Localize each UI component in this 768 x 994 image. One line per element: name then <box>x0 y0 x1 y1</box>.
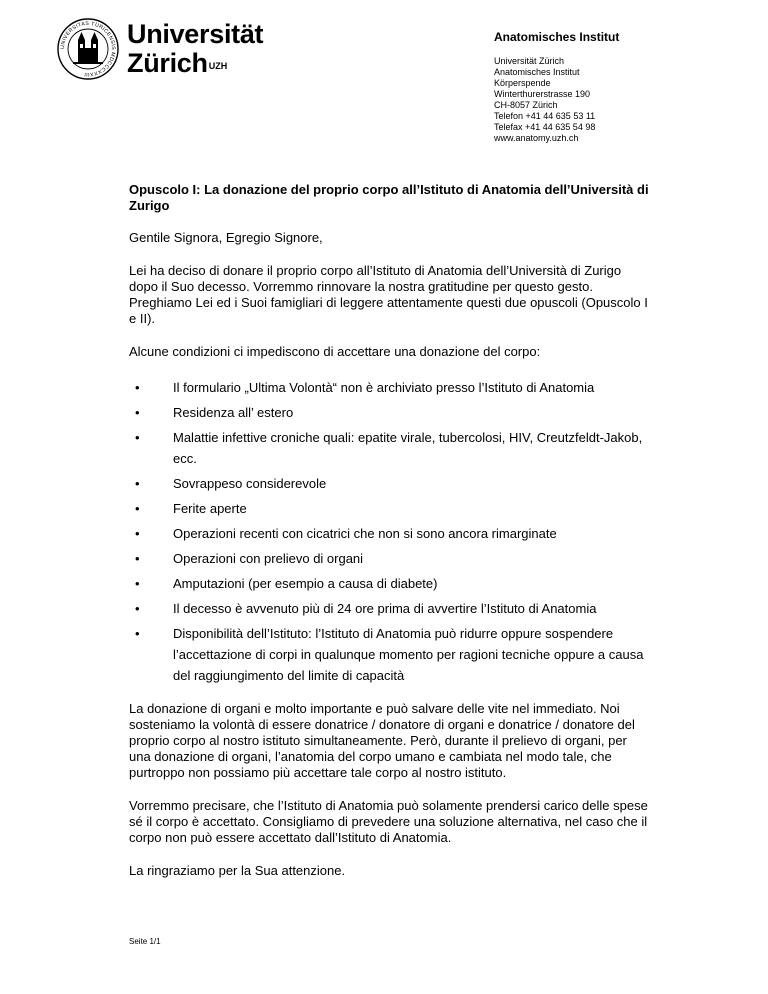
list-item: • Operazioni con prelievo di organi <box>129 548 649 569</box>
list-item: • Disponibilità dell’Istituto: l’Istituto di Anatomia può ridurre oppure sospendere l’accettazione di corpi in qualunque momento per ragioni tecniche oppure a causa del raggiungimento del limite di capacità <box>129 623 649 686</box>
seal-text: UNIVERSITAS TURICENSIS MDCCCXXXIII <box>59 20 117 78</box>
institute-address-block <box>494 30 619 144</box>
conditions-list <box>129 377 649 686</box>
address-line: Anatomisches Institut <box>494 67 580 77</box>
address-line: Körperspende <box>494 78 551 88</box>
list-item: • Ferite aperte <box>129 498 649 519</box>
website-line: www.anatomy.uzh.ch <box>494 133 579 143</box>
wordmark-uzh: UZH <box>208 61 228 71</box>
wordmark-zurich: Zürich <box>127 48 208 78</box>
address-line: Universität Zürich <box>494 56 565 66</box>
document-title: Opuscolo I: La donazione del proprio corpo all’Istituto di Anatomia dell’Università di Zurigo <box>129 182 649 213</box>
intro-paragraph: Lei ha deciso di donare il proprio corpo all’Istituto di Anatomia dell’Università di Zurigo dopo il Suo decesso. Vorremmo rinnovare la nostra gratitudine per questo gesto. Preghiamo Lei ed i Suoi famigliari di leggere attentamente questi due opuscoli (Opuscolo I e II). <box>129 263 648 326</box>
page-number: Seite 1/1 <box>129 937 161 946</box>
conditions-intro: Alcune condizioni ci impediscono di accettare una donazione del corpo: <box>129 344 541 359</box>
university-wordmark <box>127 20 263 78</box>
salutation: Gentile Signora, Egregio Signore, <box>129 230 323 245</box>
telephone-line: Telefon +41 44 635 53 11 <box>494 111 596 121</box>
institute-name: Anatomisches Institut <box>494 30 620 44</box>
wordmark-line1: Universität <box>127 19 264 49</box>
university-logo <box>57 18 264 80</box>
fax-line: Telefax +41 44 635 54 98 <box>494 122 596 132</box>
wordmark-line2 <box>127 49 227 78</box>
list-item: • Il decesso è avvenuto più di 24 ore prima di avvertire l’Istituto di Anatomia <box>129 598 649 619</box>
list-item: • Amputazioni (per esempio a causa di diabete) <box>129 573 649 594</box>
list-item: • Malattie infettive croniche quali: epatite virale, tubercolosi, HIV, Creutzfeldt-Jakob, ecc. <box>129 427 649 469</box>
university-seal-icon <box>57 18 119 80</box>
list-item: • Sovrappeso considerevole <box>129 473 649 494</box>
list-item: • Residenza all’ estero <box>129 402 649 423</box>
costs-paragraph: Vorremmo precisare, che l’Istituto di Anatomia può solamente prendersi carico delle spese sé il corpo è accettato. Consigliamo di prevedere una soluzione alternativa, nel caso che il corpo non può essere accettato dall’Istituto di Anatomia. <box>129 798 648 845</box>
list-item: • Operazioni recenti con cicatrici che non si sono ancora rimarginate <box>129 523 649 544</box>
list-item: • Il formulario „Ultima Volontà“ non è archiviato presso l’Istituto di Anatomia <box>129 377 649 398</box>
letter-body <box>129 182 649 896</box>
address-line: CH-8057 Zürich <box>494 100 558 110</box>
closing-line: La ringraziamo per la Sua attenzione. <box>129 863 346 878</box>
organ-donation-paragraph: La donazione di organi e molto importante e può salvare delle vite nel immediato. Noi sosteniamo la volontà di essere donatrice / donatore di organi e donatrice / donatore del proprio corpo al nostro istituto simultaneamente. Però, durante il prelievo di organi, per una donazione di organi, l’anatomia del corpo umano e cambiata nel modo tale, che purtroppo non possiamo più accettare tale corpo al nostro istituto. <box>129 701 635 780</box>
address-line: Winterthurerstrasse 190 <box>494 89 591 99</box>
